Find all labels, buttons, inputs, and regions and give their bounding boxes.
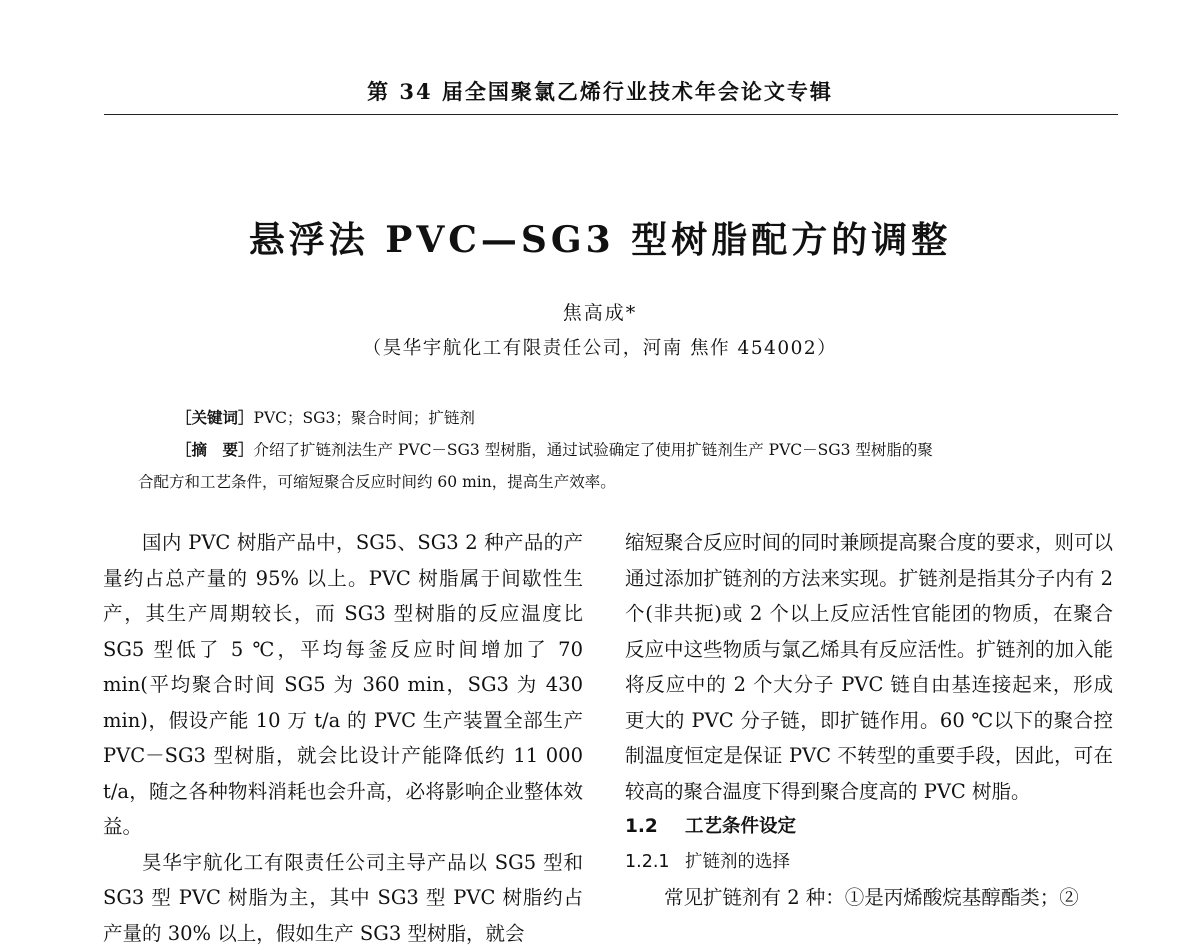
section-number: 1.2: [625, 816, 658, 837]
abstract-line-2: 合配方和工艺条件，可缩短聚合反应时间约 60 min，提高生产效率。: [138, 473, 616, 491]
abstract-block: [138, 402, 1093, 498]
running-header: 第 34 届全国聚氯乙烯行业技术年会论文专辑: [367, 79, 833, 104]
abstract-text-1: 介绍了扩链剂法生产 PVC－SG3 型树脂，通过试验确定了使用扩链剂生产 PVC－SG3 型树脂的聚: [253, 441, 933, 459]
abstract-label: ［摘 要］: [176, 440, 254, 459]
left-paragraph-1: 国内 PVC 树脂产品中，SG5、SG3 2 种产品的产量约占总产量的 95% 以上。PVC 树脂属于间歇性生产，其生产周期较长，而 SG3 型树脂的反应温度比 SG5 型低了 5 ℃，平均每釜反应时间增加了 70 min(平均聚合时间 SG5 为 360 min，SG3 为 430 min)，假设产能 10 万 t/a 的 PVC 生产装置全部生产 PVC－SG3 型树脂，就会比设计产能降低约 11 000 t/a，随之各种物料消耗也会升高，必将影响企业整体效益。: [103, 531, 583, 838]
subsection-number: 1.2.1: [625, 851, 670, 872]
keywords-text: PVC；SG3；聚合时间；扩链剂: [253, 409, 475, 427]
keywords-label: ［关键词］: [176, 408, 254, 427]
right-paragraph-1: 缩短聚合反应时间的同时兼顾提高聚合度的要求，则可以通过添加扩链剂的方法来实现。扩链剂是指其分子内有 2 个(非共扼)或 2 个以上反应活性官能团的物质，在聚合反应中这些物质与氯乙烯具有反应活性。扩链剂的加入能将反应中的 2 个大分子 PVC 链自由基连接起来，形成更大的 PVC 分子链，即扩链作用。60 ℃以下的聚合控制温度恒定是保证 PVC 不转型的重要手段，因此，可在较高的聚合温度下得到聚合度高的 PVC 树脂。: [625, 531, 1113, 803]
right-paragraph-2: 常见扩链剂有 2 种：①是丙烯酸烷基醇酯类；②: [664, 886, 1079, 909]
subsection-heading-1-2-1: [625, 845, 1113, 881]
paper-title: 悬浮法 PVC—SG3 型树脂配方的调整: [248, 219, 952, 261]
abstract-line-1: [138, 434, 1093, 466]
right-column: [625, 525, 1113, 916]
left-column: [103, 525, 583, 951]
section-title: 工艺条件设定: [685, 816, 797, 837]
subsection-title: 扩链剂的选择: [685, 851, 790, 872]
affiliation: （昊华宇航化工有限责任公司，河南 焦作 454002）: [362, 338, 838, 359]
author: 焦高成*: [562, 302, 638, 324]
keywords-line: [138, 402, 1093, 434]
header-rule: [104, 114, 1118, 115]
left-paragraph-2: 昊华宇航化工有限责任公司主导产品以 SG5 型和 SG3 型 PVC 树脂为主，其中 SG3 型 PVC 树脂约占产量的 30% 以上，假如生产 SG3 型树脂，就会: [103, 850, 583, 945]
section-heading-1-2: [625, 809, 1113, 845]
